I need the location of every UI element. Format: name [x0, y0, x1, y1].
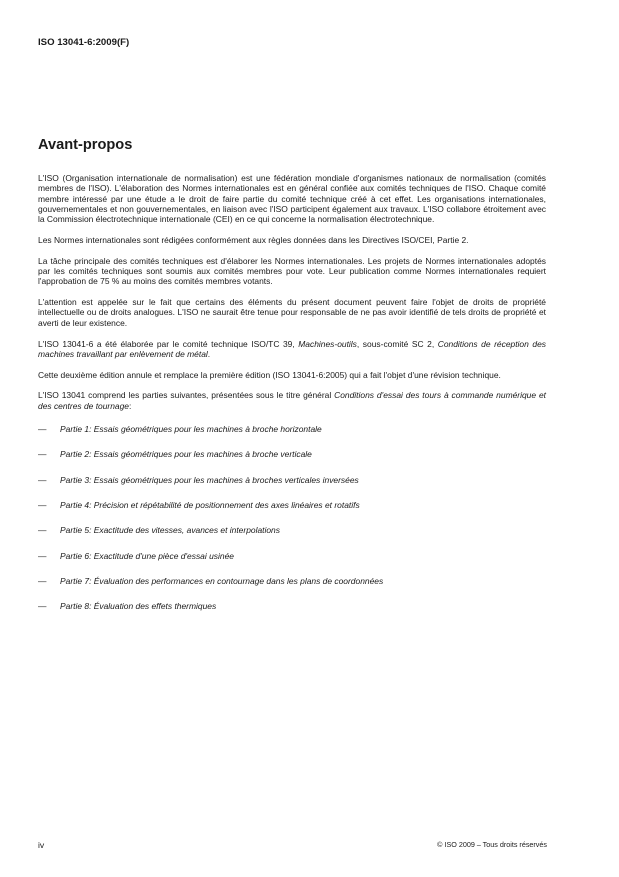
text-run: L'ISO 13041-6 a été élaborée par le comité technique ISO/TC 39,: [38, 338, 299, 349]
list-item: [38, 500, 546, 525]
list-item: [38, 551, 546, 576]
italic-text: Conditions de réception des machines travaillant par enlèvement de métal: [38, 338, 546, 359]
part-title: Partie 2: Essais géométriques pour les machines à broche verticale: [60, 449, 312, 460]
text-run: La tâche principale des comités techniques est d'élaborer les Normes internationales. Les projets de Normes internationales adoptés par les comités techniques sont soumis aux comités membres pour vote. Leur publication comme Normes internationales requiert l'approbation de 75 % au moins des comités membres votants.: [38, 255, 546, 287]
list-item: [38, 424, 546, 449]
list-dash: —: [38, 499, 47, 510]
list-item: [38, 525, 546, 550]
text-run: :: [129, 400, 132, 411]
paragraph: [38, 256, 546, 287]
text-run: L'attention est appelée sur le fait que certains des éléments du présent document peuvent faire l'objet de droits de propriété intellectuelle ou de droits analogues. L'ISO ne saurait être tenue pour responsable de ne pas avoir identifié de tels droits de propriété et averti de leur existence.: [38, 297, 546, 328]
list-dash: —: [38, 601, 47, 612]
list-dash: —: [38, 575, 47, 586]
page-number: iv: [38, 840, 45, 850]
part-title: Partie 1: Essais géométriques pour les machines à broche horizontale: [60, 424, 322, 435]
part-title: Partie 4: Précision et répétabilité de positionnement des axes linéaires et rotatifs: [60, 499, 360, 510]
italic-text: Conditions d'essai des tours à commande numérique et des centres de tournage: [38, 390, 546, 411]
paragraphs: [38, 173, 546, 411]
list-dash: —: [38, 424, 47, 435]
list-dash: —: [38, 474, 47, 485]
list-dash: —: [38, 525, 47, 536]
parts-list: [38, 424, 546, 626]
paragraph: [38, 339, 546, 360]
part-title: Partie 3: Essais géométriques pour les machines à broches verticales inversées: [60, 474, 359, 485]
text-run: Les Normes internationales sont rédigées conformément aux règles données dans les Directives ISO/CEI, Partie 2.: [38, 234, 469, 245]
list-dash: —: [38, 550, 47, 561]
part-title: Partie 6: Exactitude d'une pièce d'essai usinée: [60, 550, 234, 561]
text-run: Cette deuxième édition annule et remplace la première édition (ISO 13041-6:2005) qui a fait l'objet d'une révision technique.: [38, 369, 501, 380]
list-dash: —: [38, 449, 47, 460]
list-item: [38, 475, 546, 500]
part-title: Partie 7: Évaluation des performances en contournage dans les plans de coordonnées: [60, 575, 384, 586]
list-item: [38, 576, 546, 601]
paragraph: [38, 297, 546, 328]
page-title: Avant-propos: [38, 137, 133, 153]
text-run: .: [207, 348, 211, 359]
part-title: Partie 5: Exactitude des vitesses, avances et interpolations: [60, 525, 280, 536]
text-run: L'ISO 13041 comprend les parties suivantes, présentées sous le titre général: [38, 390, 335, 401]
copyright-notice: © ISO 2009 – Tous droits réservés: [437, 840, 547, 849]
italic-text: Machines-outils: [298, 338, 357, 349]
paragraph: [38, 390, 546, 411]
list-item: [38, 449, 546, 474]
list-item: [38, 601, 546, 626]
foreword-body: [38, 173, 546, 626]
paragraph: [38, 173, 546, 224]
text-run: , sous-comité SC 2,: [356, 338, 438, 349]
paragraph: [38, 370, 546, 380]
text-run: L'ISO (Organisation internationale de normalisation) est une fédération mondiale d'organismes nationaux de normalisation (comités membres de l'ISO). L'élaboration des Normes internationales est en général confiée aux comités techniques de l'ISO. Chaque comité membre intéressé par une étude a le droit de faire partie du comité technique créé à cet effet. Les organisations internationales, gouvernementales et non gouvernementales, en liaison avec l'ISO participent également aux travaux. L'ISO collabore étroitement avec la Commission électrotechnique internationale (CEI) en ce qui concerne la normalisation électrotechnique.: [38, 173, 546, 225]
part-title: Partie 8: Évaluation des effets thermiques: [60, 601, 217, 612]
paragraph: [38, 235, 546, 245]
document-id: ISO 13041-6:2009(F): [38, 37, 130, 48]
